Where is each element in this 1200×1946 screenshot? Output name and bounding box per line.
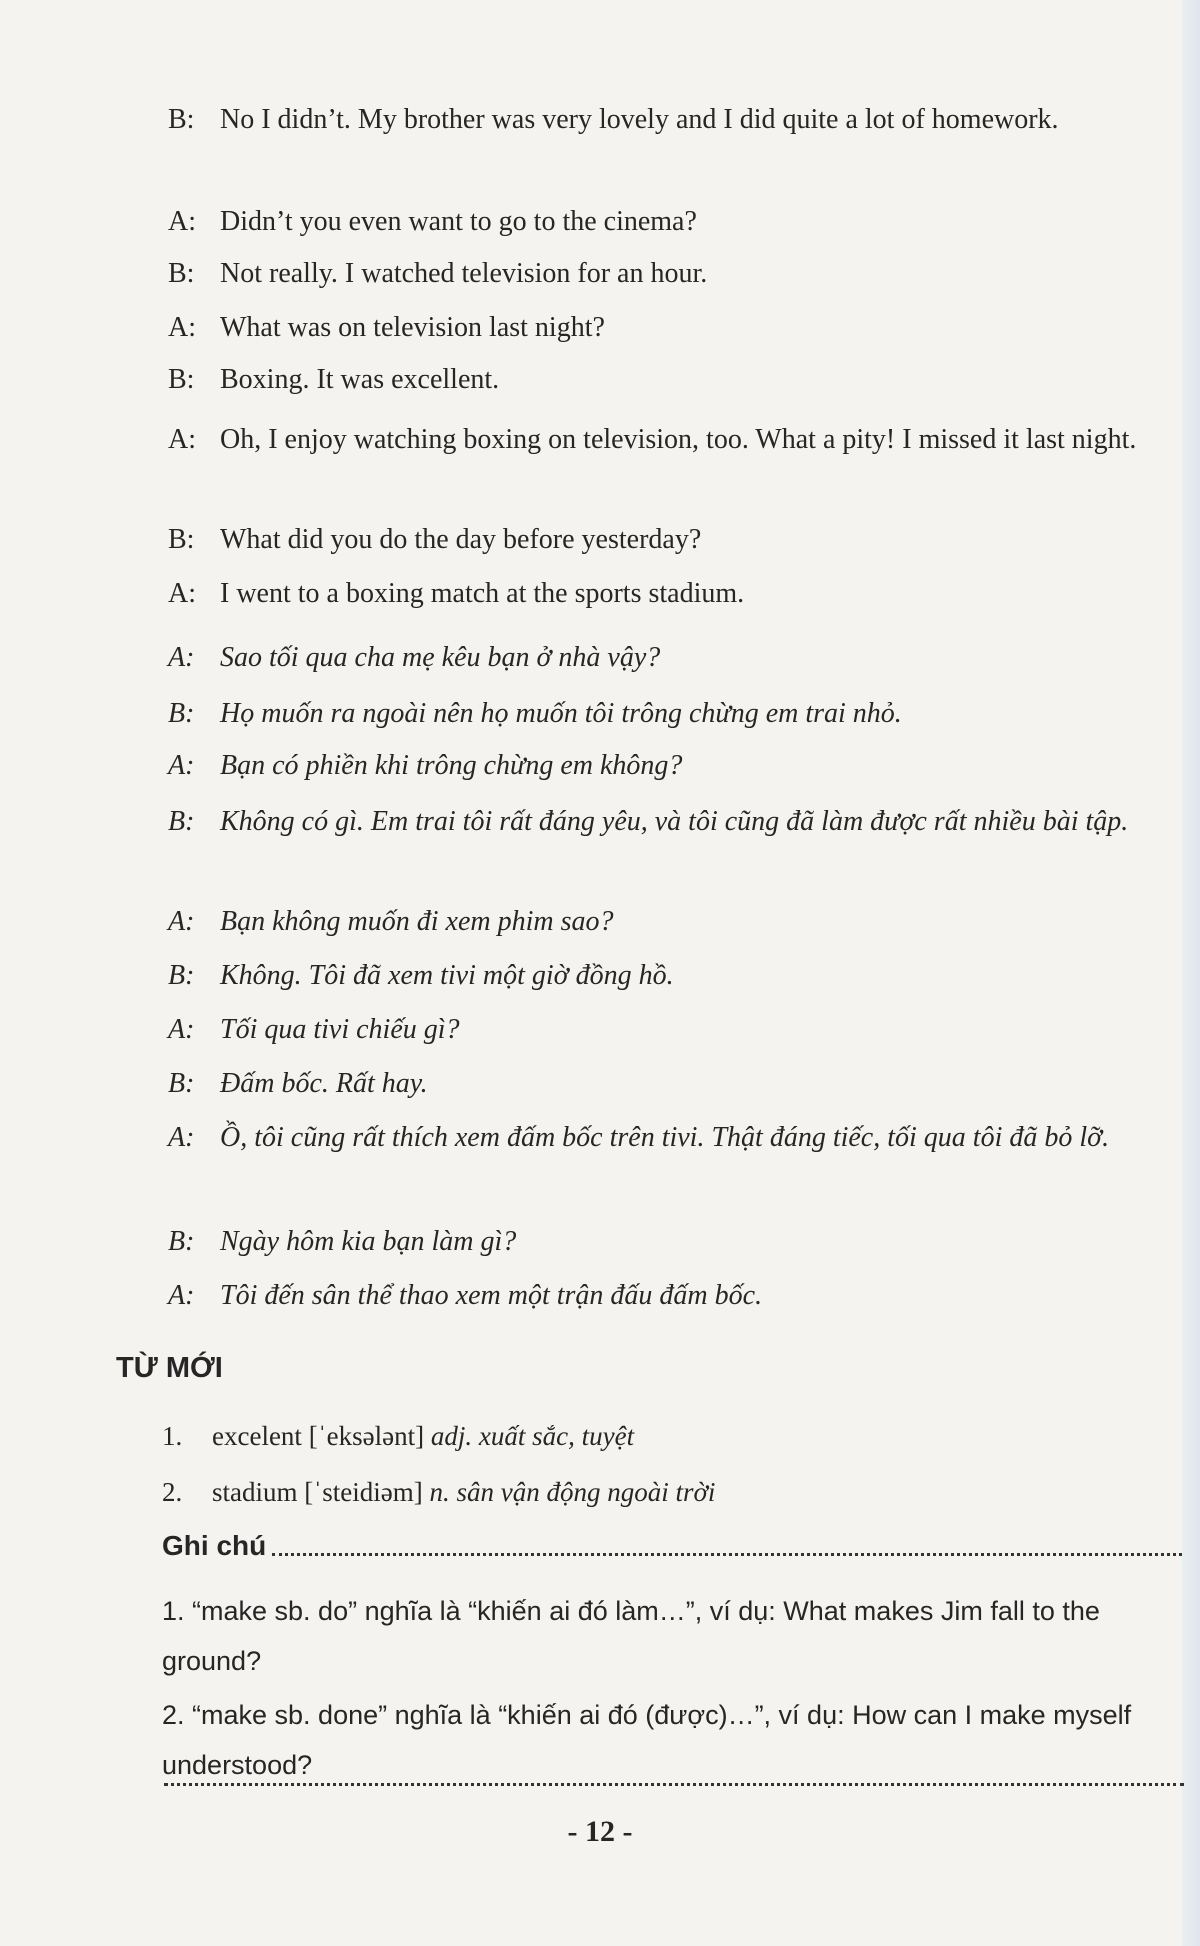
vocab-word: stadium bbox=[212, 1477, 298, 1507]
dialogue-text: Tối qua tivi chiếu gì? bbox=[220, 1014, 460, 1045]
speaker-label: B: bbox=[168, 364, 195, 395]
speaker-label: A: bbox=[168, 578, 196, 609]
speaker-label: A: bbox=[168, 750, 195, 781]
dialogue-line bbox=[168, 1220, 1188, 1264]
vocab-ipa: [ˈsteidiəm] bbox=[304, 1477, 423, 1507]
dialogue-text: Bạn có phiền khi trông chừng em không? bbox=[220, 750, 683, 781]
vocab-item bbox=[162, 1416, 634, 1456]
note-item: 2. “make sb. done” nghĩa là “khiến ai đó (được)…”, ví dụ: How can I make myself understood? bbox=[162, 1700, 1132, 1780]
dialogue-text: Oh, I enjoy watching boxing on television, too. What a pity! I missed it last night. bbox=[220, 424, 1137, 455]
dialogue-line bbox=[168, 1116, 1188, 1160]
dialogue-line bbox=[168, 1274, 1188, 1318]
dialogue-line bbox=[168, 800, 1188, 844]
dialogue-text: What was on television last night? bbox=[220, 312, 605, 343]
speaker-label: B: bbox=[168, 104, 195, 135]
dialogue-line bbox=[168, 900, 1188, 944]
speaker-label: A: bbox=[168, 206, 196, 237]
notes-heading: Ghi chú bbox=[162, 1530, 267, 1561]
speaker-label: A: bbox=[168, 1014, 195, 1045]
dialogue-text: Họ muốn ra ngoài nên họ muốn tôi trông chừng em trai nhỏ. bbox=[220, 698, 902, 729]
speaker-label: A: bbox=[168, 1122, 195, 1153]
dialogue-text: Không có gì. Em trai tôi rất đáng yêu, và tôi cũng đã làm được rất nhiều bài tập. bbox=[220, 806, 1129, 837]
dotted-rule bbox=[164, 1783, 1184, 1786]
notes-heading-row bbox=[162, 1530, 1182, 1562]
dialogue-line bbox=[168, 306, 1188, 350]
dialogue-text: Boxing. It was excellent. bbox=[220, 364, 500, 395]
speaker-label: A: bbox=[168, 424, 196, 455]
dialogue-line bbox=[168, 572, 1188, 616]
speaker-label: B: bbox=[168, 1068, 195, 1099]
speaker-label: B: bbox=[168, 524, 195, 555]
dialogue-line bbox=[168, 418, 1188, 462]
dialogue-line bbox=[168, 358, 1188, 402]
dialogue-text: Ngày hôm kia bạn làm gì? bbox=[220, 1226, 517, 1257]
vocab-definition: adj. xuất sắc, tuyệt bbox=[430, 1421, 635, 1451]
dialogue-line bbox=[168, 252, 1188, 296]
dialogue-text: Not really. I watched television for an hour. bbox=[220, 258, 708, 289]
dialogue-text: I went to a boxing match at the sports stadium. bbox=[220, 578, 745, 609]
speaker-label: B: bbox=[168, 1226, 195, 1257]
vocab-number: 1. bbox=[162, 1421, 183, 1451]
dialogue-text: No I didn’t. My brother was very lovely and I did quite a lot of homework. bbox=[220, 104, 1059, 135]
page-number: - 12 - bbox=[567, 1815, 633, 1848]
dialogue-line bbox=[168, 518, 1188, 562]
dialogue-text: Didn’t you even want to go to the cinema? bbox=[220, 206, 697, 237]
speaker-label: A: bbox=[168, 312, 196, 343]
dialogue-text: Không. Tôi đã xem tivi một giờ đồng hồ. bbox=[220, 960, 674, 991]
dialogue-line bbox=[168, 744, 1188, 788]
vocab-number: 2. bbox=[162, 1477, 183, 1507]
dialogue-text: What did you do the day before yesterday? bbox=[220, 524, 702, 555]
dialogue-line bbox=[168, 1008, 1188, 1052]
note-item: 1. “make sb. do” nghĩa là “khiến ai đó làm…”, ví dụ: What makes Jim fall to the ground? bbox=[162, 1596, 1100, 1676]
speaker-label: B: bbox=[168, 258, 195, 289]
speaker-label: A: bbox=[168, 906, 195, 937]
dialogue-text: Tôi đến sân thể thao xem một trận đấu đấm bốc. bbox=[220, 1280, 763, 1311]
dialogue-text: Ồ, tôi cũng rất thích xem đấm bốc trên tivi. Thật đáng tiếc, tối qua tôi đã bỏ lỡ. bbox=[220, 1122, 1110, 1153]
dialogue-line bbox=[168, 636, 1188, 680]
dialogue-line bbox=[168, 954, 1188, 998]
vocab-definition: n. sân vận động ngoài trời bbox=[429, 1477, 716, 1507]
vocab-word: excelent bbox=[212, 1421, 302, 1451]
speaker-label: B: bbox=[168, 960, 195, 991]
dotted-rule bbox=[272, 1553, 1182, 1556]
vocab-item bbox=[162, 1472, 715, 1512]
speaker-label: A: bbox=[168, 1280, 195, 1311]
dialogue-line bbox=[168, 98, 1188, 142]
dialogue-line bbox=[168, 1062, 1188, 1106]
dialogue-text: Đấm bốc. Rất hay. bbox=[220, 1068, 428, 1099]
vocab-ipa: [ˈeksələnt] bbox=[308, 1421, 425, 1451]
speaker-label: A: bbox=[168, 642, 195, 673]
dialogue-line bbox=[168, 200, 1188, 244]
vocab-heading: TỪ MỚI bbox=[116, 1352, 223, 1384]
dialogue-text: Sao tối qua cha mẹ kêu bạn ở nhà vậy? bbox=[220, 642, 661, 673]
speaker-label: B: bbox=[168, 806, 195, 837]
speaker-label: B: bbox=[168, 698, 195, 729]
dialogue-line bbox=[168, 692, 1188, 736]
dialogue-text: Bạn không muốn đi xem phim sao? bbox=[220, 906, 614, 937]
